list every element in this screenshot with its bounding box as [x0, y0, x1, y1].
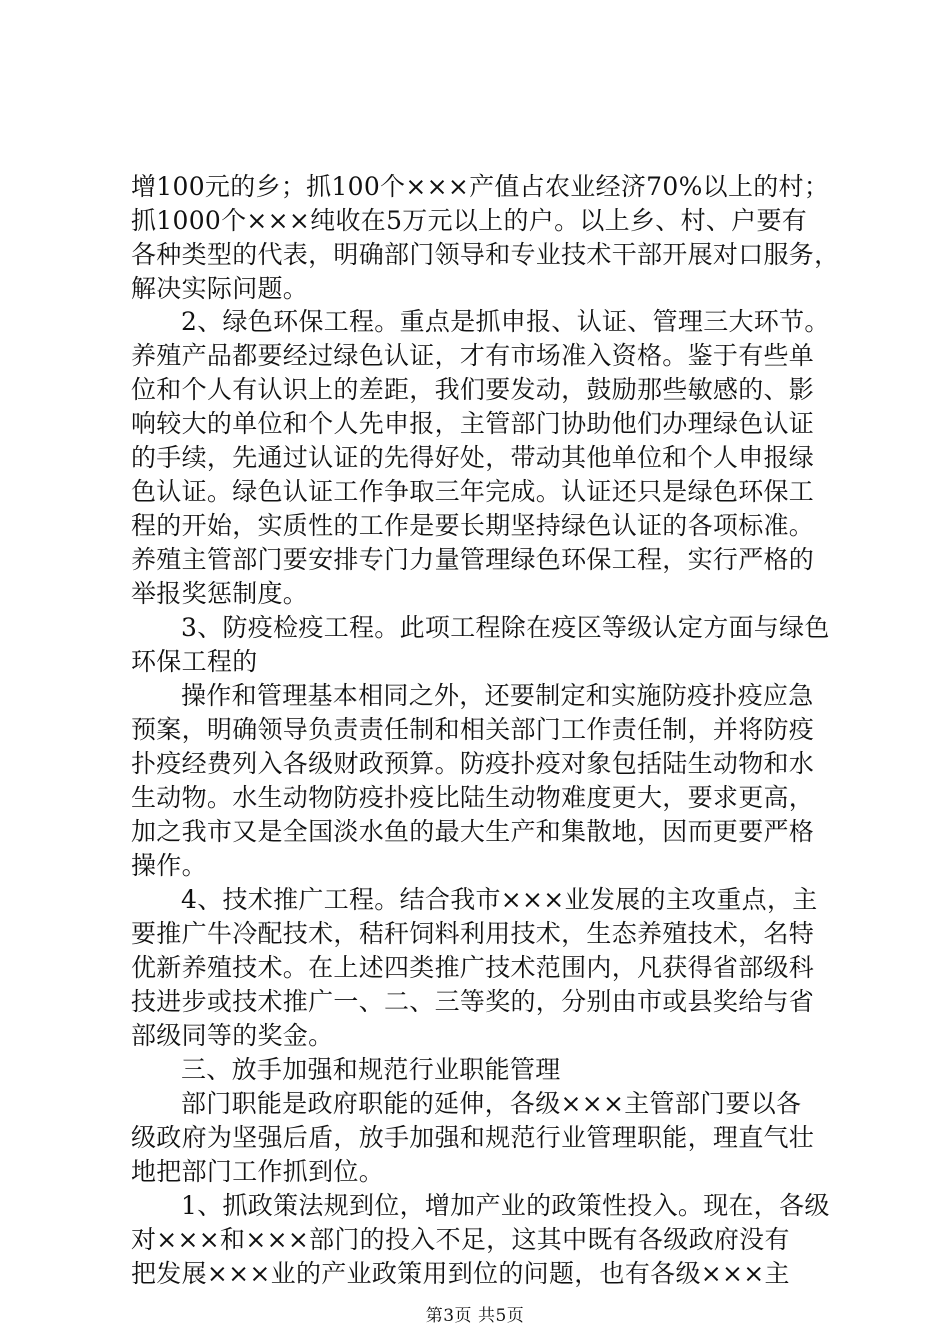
text-line: 操作。 [131, 851, 207, 880]
page-number-footer: 第3页 共5页 [425, 1306, 525, 1326]
text-line: 生动物。水生动物防疫扑疫比陆生动物难度更大，要求更高， [131, 783, 815, 812]
text-line: 环保工程的 [131, 647, 258, 676]
text-line: 解决实际问题。 [131, 274, 309, 303]
section-heading: 三、放手加强和规范行业职能管理 [181, 1055, 561, 1084]
text-line: 对×××和×××部门的投入不足，这其中既有各级政府没有 [131, 1225, 790, 1254]
text-line: 预案，明确领导负责责任制和相关部门工作责任制，并将防疫 [131, 715, 815, 744]
paragraph-start-line: 3、防疫检疫工程。此项工程除在疫区等级认定方面与绿色 [181, 613, 830, 642]
text-line: 优新养殖技术。在上述四类推广技术范围内，凡获得省部级科 [131, 953, 815, 982]
text-line: 加之我市又是全国淡水鱼的最大生产和集散地，因而更要严格 [131, 817, 815, 846]
paragraph-start-line: 2、绿色环保工程。重点是抓申报、认证、管理三大环节。 [181, 307, 830, 336]
paragraph-start-line: 部门职能是政府职能的延伸，各级×××主管部门要以各 [181, 1089, 802, 1118]
text-line: 的手续，先通过认证的先得好处，带动其他单位和个人申报绿 [131, 443, 815, 472]
paragraph-start-line: 4、技术推广工程。结合我市×××业发展的主攻重点，主 [181, 885, 818, 914]
text-line: 增100元的乡；抓100个×××产值占农业经济70%以上的村； [131, 172, 830, 201]
text-line: 色认证。绿色认证工作争取三年完成。认证还只是绿色环保工 [131, 477, 815, 506]
text-line: 抓1000个×××纯收在5万元以上的户。以上乡、村、户要有 [131, 206, 808, 235]
text-line: 技进步或技术推广一、二、三等奖的，分别由市或县奖给与省 [131, 987, 815, 1016]
paragraph-start-line: 操作和管理基本相同之外，还要制定和实施防疫扑疫应急 [181, 681, 814, 710]
paragraph-start-line: 1、抓政策法规到位，增加产业的政策性投入。现在，各级 [181, 1191, 830, 1220]
text-line: 各种类型的代表，明确部门领导和专业技术干部开展对口服务， [131, 240, 840, 269]
text-line: 部级同等的奖金。 [131, 1021, 334, 1050]
text-line: 级政府为坚强后盾，放手加强和规范行业管理职能，理直气壮 [131, 1123, 815, 1152]
text-line: 程的开始，实质性的工作是要长期坚持绿色认证的各项标准。 [131, 511, 815, 540]
text-line: 把发展×××业的产业政策用到位的问题，也有各级×××主 [131, 1259, 790, 1288]
text-line: 要推广牛冷配技术，秸秆饲料利用技术，生态养殖技术，名特 [131, 919, 815, 948]
text-line: 举报奖惩制度。 [131, 579, 309, 608]
text-line: 养殖主管部门要安排专门力量管理绿色环保工程，实行严格的 [131, 545, 815, 574]
text-line: 响较大的单位和个人先申报，主管部门协助他们办理绿色认证 [131, 409, 815, 438]
text-line: 地把部门工作抓到位。 [131, 1157, 385, 1186]
text-line: 位和个人有认识上的差距，我们要发动，鼓励那些敏感的、影 [131, 375, 815, 404]
text-line: 扑疫经费列入各级财政预算。防疫扑疫对象包括陆生动物和水 [131, 749, 815, 778]
text-line: 养殖产品都要经过绿色认证，才有市场准入资格。鉴于有些单 [131, 341, 815, 370]
